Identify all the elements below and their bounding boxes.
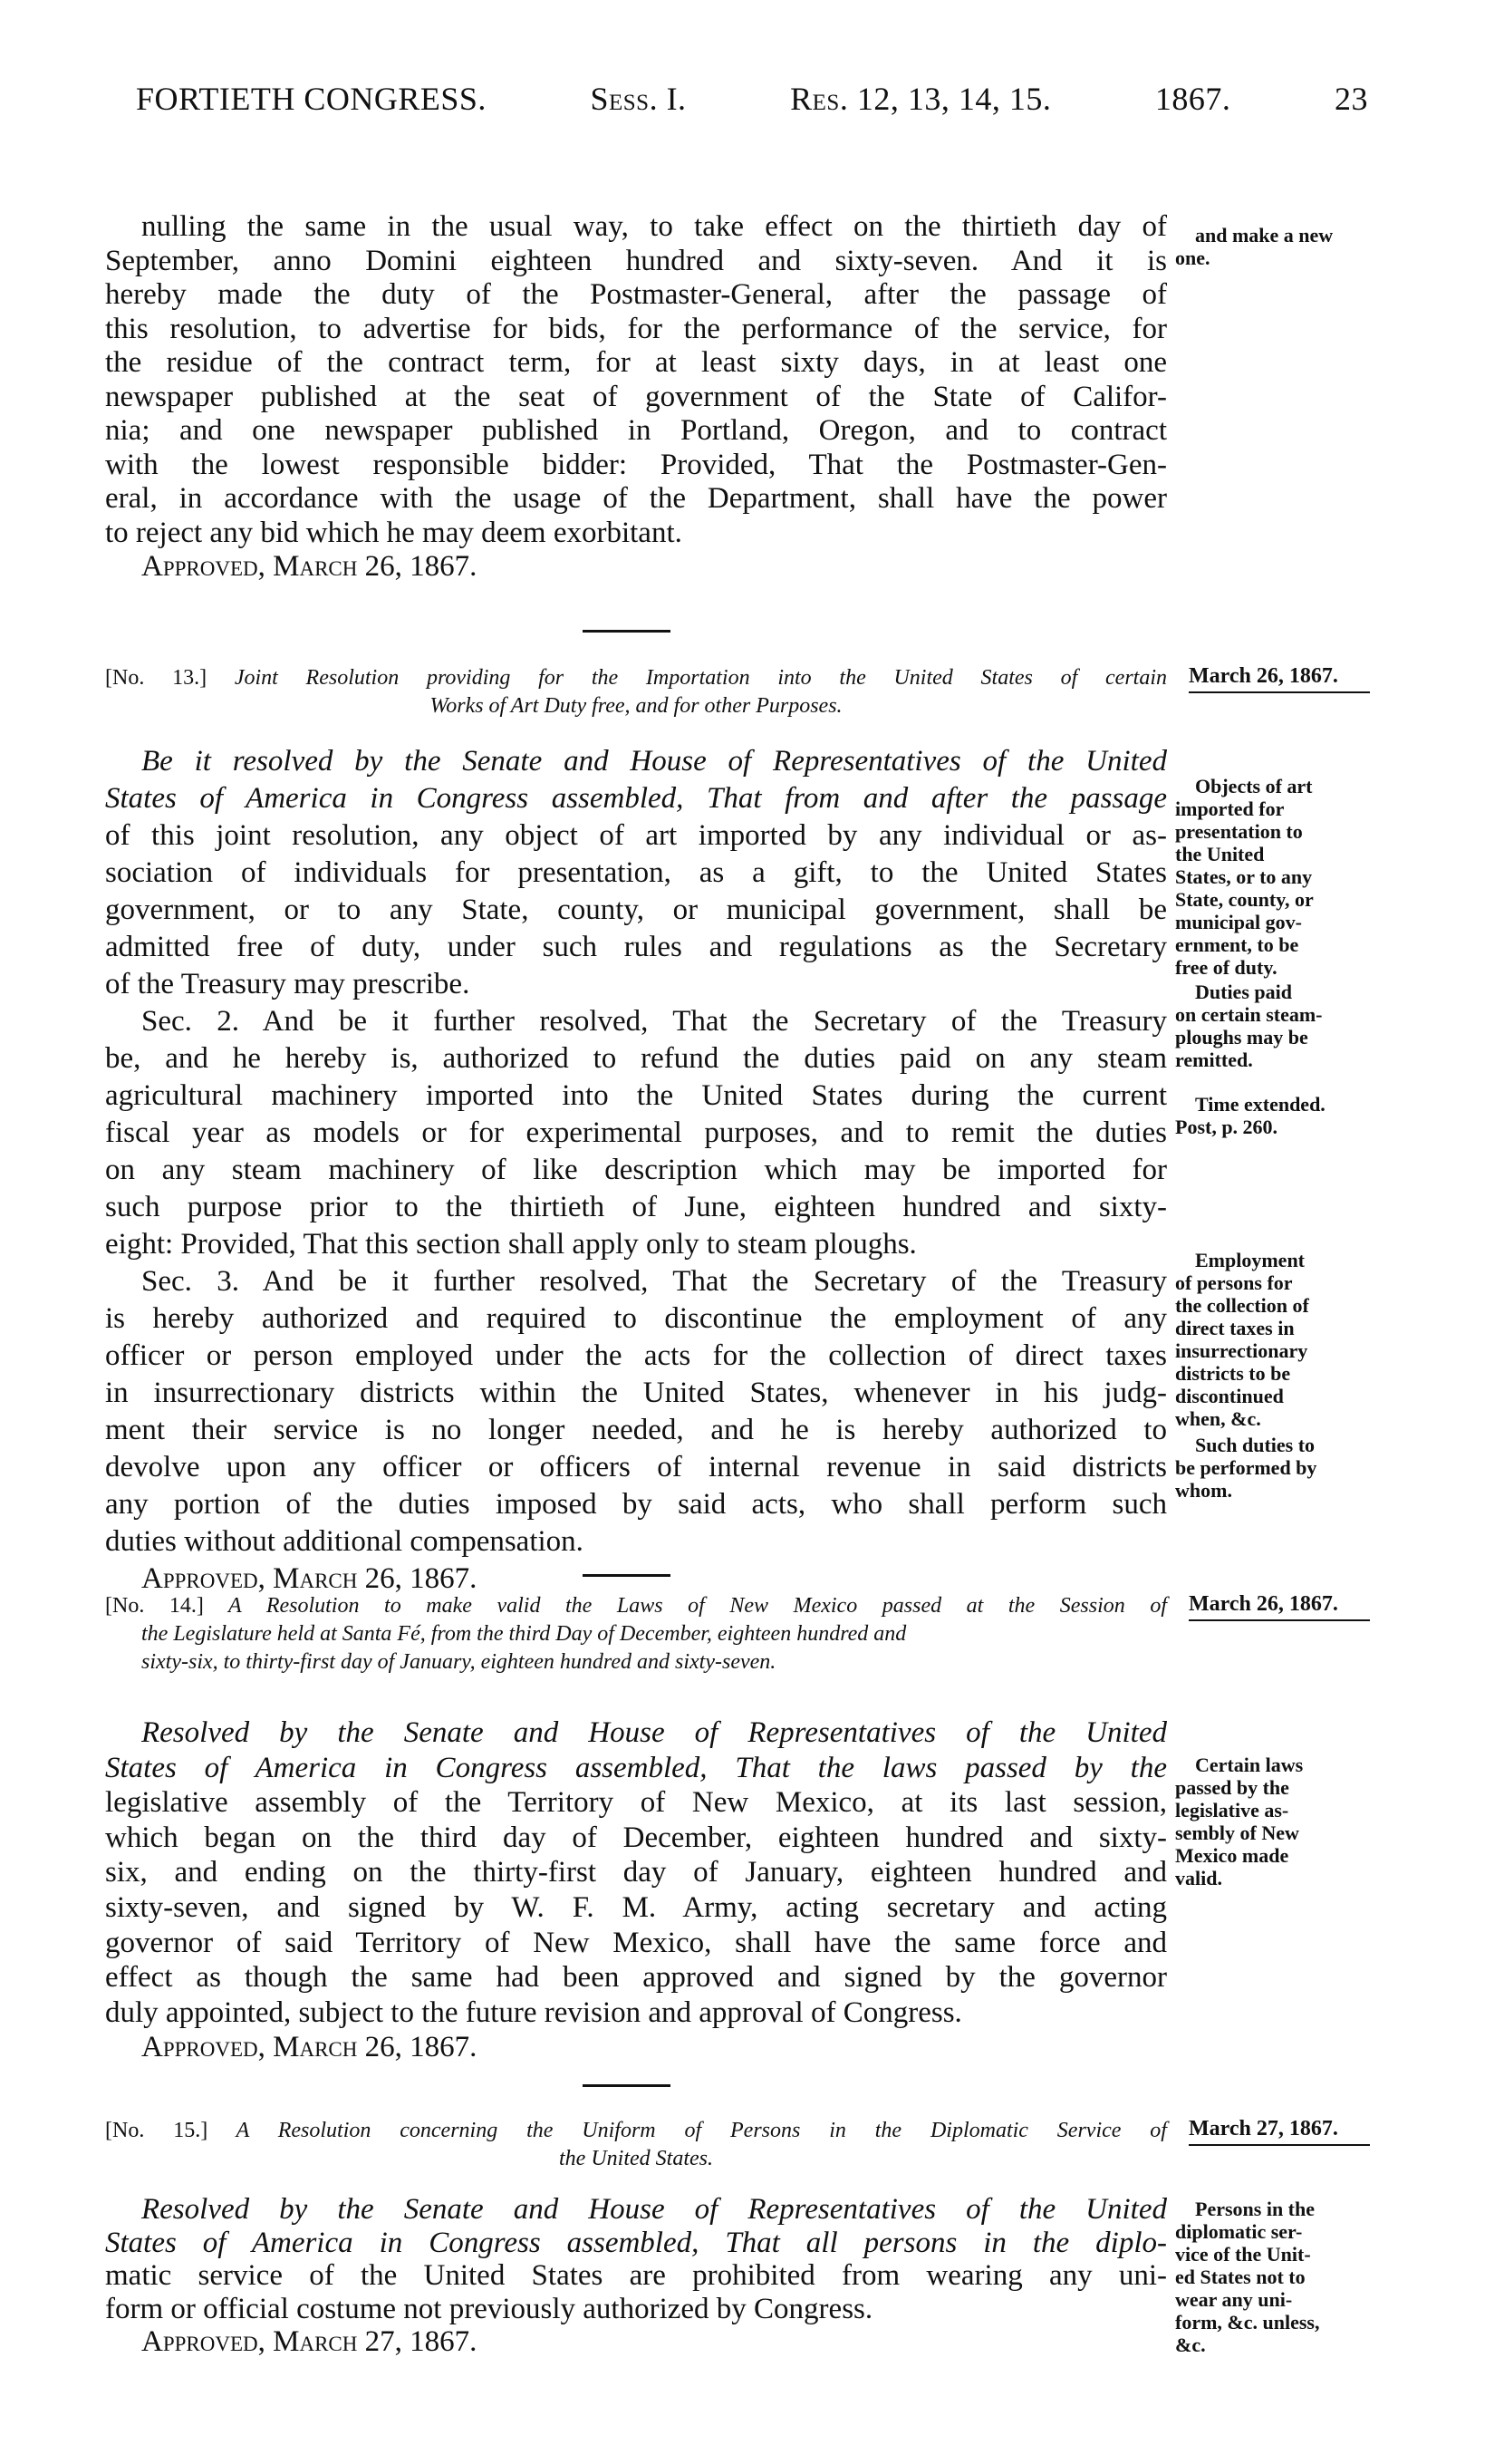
margin-note <box>1175 1754 1370 1889</box>
text-line: in insurrectionary districts within the United States, whenever in his judg- <box>105 1377 1167 1409</box>
margin-note-line: discontinued <box>1175 1385 1284 1407</box>
approved-line: Approved, March 26, 1867. <box>141 550 477 583</box>
res15-heading <box>105 2117 1167 2173</box>
text-line: September, anno Domini eighteen hundred and sixty-seven. And it is <box>105 244 1167 277</box>
text-line: officer or person employed under the acts for the collection of direct taxes <box>105 1339 1167 1372</box>
res14-heading <box>105 1592 1167 1676</box>
resolution-title: sixty-six, to thirty-first day of January, eighteen hundred and sixty-seven. <box>141 1650 776 1674</box>
resolution-title: the United States. <box>559 2147 713 2170</box>
paragraph <box>105 2193 1167 2325</box>
text-line: matic service of the United States are prohibited from wearing any uni- <box>105 2259 1167 2292</box>
text-line: ment their service is no longer needed, and he is hereby authorized to <box>105 1414 1167 1446</box>
margin-note-line: imported for <box>1175 797 1285 820</box>
margin-note-line: &c. <box>1175 2334 1206 2356</box>
text-line: any portion of the duties imposed by said acts, who shall perform such <box>105 1488 1167 1521</box>
divider <box>583 2084 670 2087</box>
margin-note-line: Post, p. 260. <box>1175 1116 1278 1138</box>
text-line: Sec. 3. And be it further resolved, That the Secretary of the Treasury <box>141 1265 1167 1298</box>
margin-note-line: of persons for <box>1175 1271 1293 1294</box>
text-line: nia; and one newspaper published in Portland, Oregon, and to contract <box>105 414 1167 447</box>
text-line: of the Treasury may prescribe. <box>105 968 470 1000</box>
resolution-title: A Resolution concerning the Uniform of Persons in the Diplomatic Service of <box>236 2119 1167 2142</box>
margin-note-line: and make a new <box>1195 224 1334 246</box>
running-header <box>136 80 1368 118</box>
margin-note-line: insurrectionary <box>1175 1339 1308 1362</box>
margin-note-line: form, &c. unless, <box>1175 2311 1320 2334</box>
margin-note-line: ed States not to <box>1175 2266 1306 2288</box>
text-line: devolve upon any officer or officers of internal revenue in said districts <box>105 1451 1167 1483</box>
paragraph <box>105 1003 1167 1263</box>
resolution-date: March 27, 1867. <box>1189 2117 1370 2146</box>
text-line: States of America in Congress assembled, That from and after the passage <box>105 782 1167 815</box>
header-resolutions: Res. 12, 13, 14, 15. <box>790 81 1052 117</box>
margin-note-line: the United <box>1175 843 1265 865</box>
text-line: eight: Provided, That this section shall apply only to steam ploughs. <box>105 1228 917 1261</box>
res13-heading <box>105 664 1167 720</box>
text-line: Resolved by the Senate and House of Representatives of the United <box>141 2193 1167 2226</box>
resolution-title: Joint Resolution providing for the Importation into the United States of certain <box>234 666 1168 690</box>
margin-note-line: Persons in the <box>1195 2198 1315 2220</box>
margin-note-line: be performed by <box>1175 1456 1317 1479</box>
resolution-title: Works of Art Duty free, and for other Purposes. <box>429 694 843 718</box>
divider <box>583 630 670 633</box>
text-line: nulling the same in the usual way, to take effect on the thirtieth day of <box>141 210 1167 243</box>
text-line: on any steam machinery of like description which may be imported for <box>105 1154 1167 1186</box>
margin-note-line: presentation to <box>1175 820 1303 843</box>
margin-note-line: districts to be <box>1175 1362 1291 1385</box>
margin-note-line: legislative as- <box>1175 1799 1289 1821</box>
margin-note-line: when, &c. <box>1175 1407 1261 1430</box>
margin-note-line: on certain steam- <box>1175 1003 1323 1026</box>
resolution-title: A Resolution to make valid the Laws of New Mexico passed at the Session of <box>228 1594 1167 1618</box>
res14-body <box>105 1715 1167 2065</box>
paragraph <box>105 210 1167 550</box>
text-line: to reject any bid which he may deem exorbitant. <box>105 516 682 549</box>
margin-note-line: Objects of art <box>1195 775 1313 797</box>
text-line: government, or to any State, county, or municipal government, shall be <box>105 894 1167 926</box>
margin-note-line: remitted. <box>1175 1048 1253 1071</box>
resolution-number: [No. 14.] <box>105 1594 204 1618</box>
text-line: six, and ending on the thirty-first day of January, eighteen hundred and <box>105 1856 1167 1889</box>
margin-note-line: sembly of New <box>1175 1821 1299 1844</box>
margin-note <box>1175 2198 1370 2356</box>
margin-note-line: Time extended. <box>1195 1093 1326 1116</box>
page-number: 23 <box>1334 81 1368 117</box>
resolution-title: the Legislature held at Santa Fé, from the third Day of December, eighteen hundred and <box>141 1622 907 1646</box>
text-line: duties without additional compensation. <box>105 1525 583 1558</box>
margin-note-line: diplomatic ser- <box>1175 2220 1303 2243</box>
approved-line: Approved, March 27, 1867. <box>141 2325 477 2358</box>
margin-note <box>1175 775 1370 979</box>
margin-note-line: States, or to any <box>1175 865 1313 888</box>
text-line: Be it resolved by the Senate and House of Representatives of the United <box>141 745 1167 778</box>
margin-note-line: free of duty. <box>1175 956 1277 979</box>
res12-body <box>105 210 1167 585</box>
margin-note-line: direct taxes in <box>1175 1317 1295 1339</box>
text-line: agricultural machinery imported into the United States during the current <box>105 1079 1167 1112</box>
paragraph <box>105 1263 1167 1561</box>
header-year: 1867. <box>1154 81 1231 117</box>
margin-note <box>1175 1434 1370 1502</box>
text-line: form or official costume not previously authorized by Congress. <box>105 2292 873 2325</box>
margin-note <box>1175 1093 1370 1138</box>
text-line: duly appointed, subject to the future revision and approval of Congress. <box>105 1995 962 2029</box>
approved-line: Approved, March 26, 1867. <box>141 2031 477 2064</box>
text-line: sociation of individuals for presentation, as a gift, to the United States <box>105 856 1167 889</box>
margin-note-line: ernment, to be <box>1175 933 1299 956</box>
text-line: States of America in Congress assembled, That all persons in the diplo- <box>105 2226 1167 2259</box>
res15-body <box>105 2193 1167 2359</box>
text-line: of this joint resolution, any object of art imported by any individual or as- <box>105 819 1167 852</box>
margin-note <box>1175 224 1370 269</box>
margin-note-line: vice of the Unit- <box>1175 2243 1311 2266</box>
text-line: newspaper published at the seat of government of the State of Califor- <box>105 380 1167 413</box>
text-line: States of America in Congress assembled, That the laws passed by the <box>105 1751 1167 1784</box>
resolution-number: [No. 15.] <box>105 2119 208 2142</box>
margin-note-line: Such duties to <box>1195 1434 1316 1456</box>
text-line: with the lowest responsible bidder: Provided, That the Postmaster-Gen- <box>105 448 1167 481</box>
text-line: Sec. 2. And be it further resolved, That the Secretary of the Treasury <box>141 1005 1167 1038</box>
text-line: hereby made the duty of the Postmaster-General, after the passage of <box>105 278 1167 311</box>
header-session: Sess. I. <box>590 81 687 117</box>
margin-note-line: State, county, or <box>1175 888 1314 911</box>
margin-note-line: Certain laws <box>1195 1754 1304 1776</box>
header-title: FORTIETH CONGRESS. <box>136 81 487 117</box>
divider <box>583 1574 670 1577</box>
text-line: such purpose prior to the thirtieth of June, eighteen hundred and sixty- <box>105 1191 1167 1223</box>
text-line: this resolution, to advertise for bids, for the performance of the service, for <box>105 312 1167 345</box>
margin-note-line: the collection of <box>1175 1294 1309 1317</box>
margin-note-line: Duties paid <box>1195 981 1292 1003</box>
text-line: be, and he hereby is, authorized to refund the duties paid on any steam <box>105 1042 1167 1075</box>
resolution-date: March 26, 1867. <box>1189 664 1370 693</box>
margin-note <box>1175 1249 1370 1430</box>
text-line: legislative assembly of the Territory of New Mexico, at its last session, <box>105 1786 1167 1820</box>
text-line: Resolved by the Senate and House of Representatives of the United <box>141 1716 1167 1749</box>
margin-note-line: wear any uni- <box>1175 2288 1293 2311</box>
text-line: the residue of the contract term, for at least sixty days, in at least one <box>105 346 1167 379</box>
resolution-date: March 26, 1867. <box>1189 1592 1370 1621</box>
text-line: which began on the third day of December, eighteen hundred and sixty- <box>105 1821 1167 1854</box>
paragraph <box>105 1715 1167 2030</box>
resolution-number: [No. 13.] <box>105 666 207 690</box>
text-line: is hereby authorized and required to discontinue the employment of any <box>105 1302 1167 1335</box>
res13-body <box>105 743 1167 1598</box>
margin-note-line: valid. <box>1175 1867 1222 1889</box>
text-line: effect as though the same had been approved and signed by the governor <box>105 1961 1167 1995</box>
margin-note-line: whom. <box>1175 1479 1232 1502</box>
text-line: fiscal year as models or for experimental purposes, and to remit the duties <box>105 1116 1167 1149</box>
paragraph <box>105 743 1167 1003</box>
text-line: sixty-seven, and signed by W. F. M. Army, acting secretary and acting <box>105 1890 1167 1924</box>
text-line: admitted free of duty, under such rules and regulations as the Secretary <box>105 931 1167 963</box>
margin-note-line: one. <box>1175 246 1210 269</box>
margin-note-line: municipal gov- <box>1175 911 1302 933</box>
margin-note-line: Mexico made <box>1175 1844 1289 1867</box>
margin-note-line: ploughs may be <box>1175 1026 1308 1048</box>
text-line: eral, in accordance with the usage of the Department, shall have the power <box>105 482 1167 515</box>
margin-note-line: Employment <box>1195 1249 1305 1271</box>
approved-line: Approved, March 26, 1867. <box>141 1562 477 1595</box>
text-line: governor of said Territory of New Mexico, shall have the same force and <box>105 1926 1167 1959</box>
margin-note-line: passed by the <box>1175 1776 1289 1799</box>
margin-note <box>1175 981 1370 1071</box>
